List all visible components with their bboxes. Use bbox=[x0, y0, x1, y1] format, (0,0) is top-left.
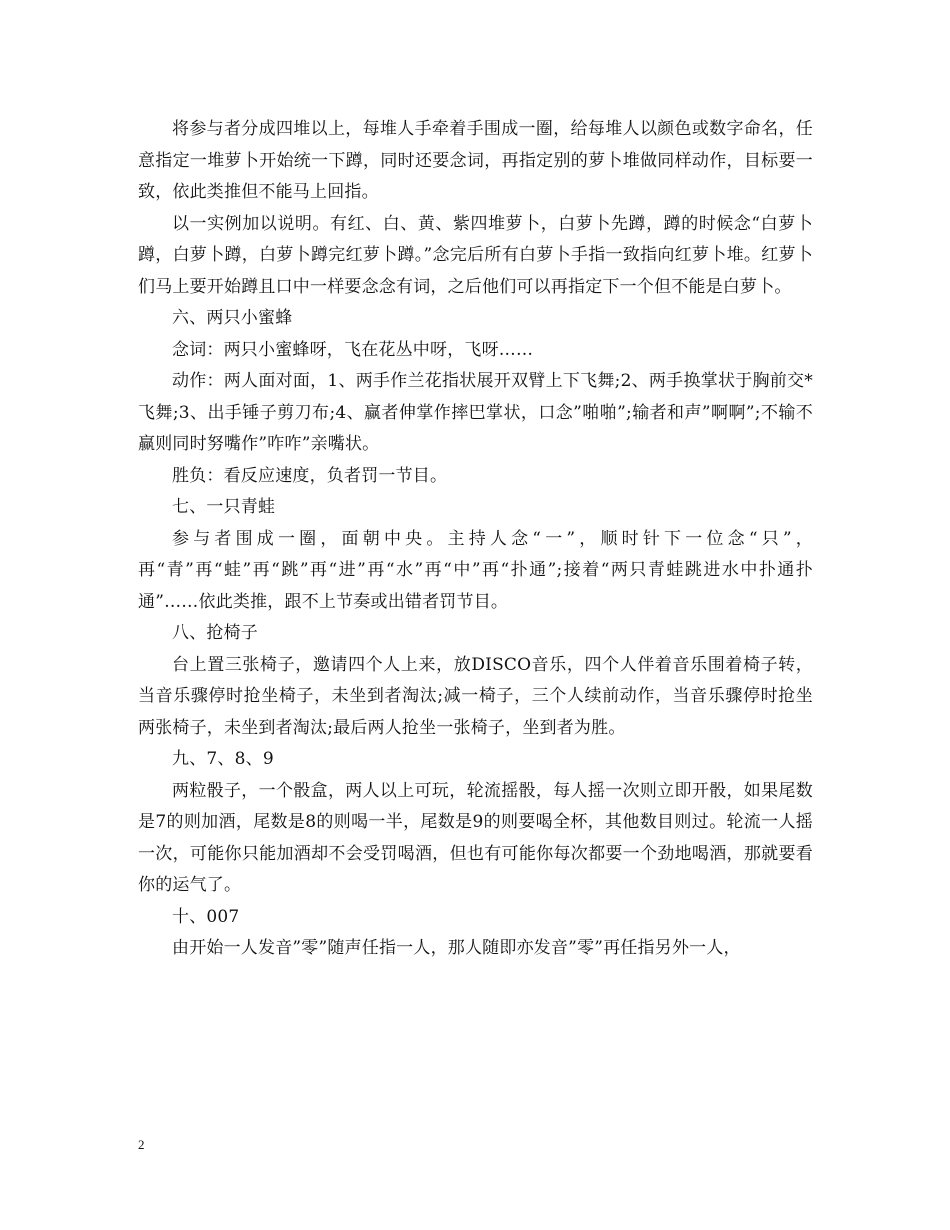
heading-007: 十、007 bbox=[172, 906, 240, 927]
heading-one-frog: 七、一只青蛙 bbox=[172, 497, 276, 517]
paragraph-chairs-rules: 台上置三张椅子，邀请四个人上来，放DISCO音乐，四个人伴着音乐围着椅子转，当音乐骤停时抢坐椅子，未坐到者淘汰;减一椅子，三个人续前动作，当音乐骤停时抢坐两张椅子，未坐到者淘汰;最后两人抢坐一张椅子，坐到者为胜。 bbox=[138, 654, 813, 738]
paragraph-dice-rules: 两粒骰子，一个骰盒，两人以上可玩，轮流摇骰，每人摇一次则立即开骰，如果尾数是7的则加酒，尾数是8的则喝一半，尾数是9的则要喝全杯，其他数目则过。轮流一人摇一次，可能你只能加酒却不会受罚喝酒，但也有可能你每次都要一个劲地喝酒，那就要看你的运气了。 bbox=[138, 780, 813, 895]
document-body bbox=[138, 114, 813, 965]
paragraph-frog-rules: 参与者围成一圈，面朝中央。主持人念“一”，顺时针下一位念“只”，再“青”再“蛙”再“跳”再“进”再“水”再“中”再“扑通”;接着“两只青蛙跳进水中扑通扑通”……依此类推，跟不上节奏或出错者罚节目。 bbox=[138, 528, 813, 612]
heading-two-bees: 六、两只小蜜蜂 bbox=[172, 308, 293, 328]
paragraph-radish-example: 以一实例加以说明。有红、白、黄、紫四堆萝卜，白萝卜先蹲，蹲的时候念“白萝卜蹲，白萝卜蹲，白萝卜蹲完红萝卜蹲。”念完后所有白萝卜手指一致指向红萝卜堆。红萝卜们马上要开始蹲且口中一样要念念有词，之后他们可以再指定下一个但不能是白萝卜。 bbox=[138, 213, 813, 297]
paragraph-bees-result: 胜负：看反应速度，负者罚一节目。 bbox=[172, 465, 448, 486]
paragraph-radish-rules: 将参与者分成四堆以上，每堆人手牵着手围成一圈，给每堆人以颜色或数字命名，任意指定一堆萝卜开始统一下蹲，同时还要念词，再指定别的萝卜堆做同样动作，目标要一致，依此类推但不能马上回指。 bbox=[138, 119, 813, 202]
heading-789: 九、7、8、9 bbox=[172, 749, 274, 769]
page-number: 2 bbox=[138, 1137, 145, 1152]
paragraph-bees-actions: 动作：两人面对面，1、两手作兰花指状展开双臂上下飞舞;2、两手换掌状于胸前交*飞舞;3、出手锤子剪刀布;4、赢者伸掌作摔巴掌状，口念”啪啪”;输者和声”啊啊”;不输不赢则同时努嘴作”咋咋”亲嘴状。 bbox=[138, 371, 813, 454]
heading-musical-chairs: 八、抢椅子 bbox=[172, 623, 258, 643]
paragraph-007-rules: 由开始一人发音”零”随声任指一人，那人随即亦发音”零”再任指另外一人， bbox=[172, 938, 741, 958]
paragraph-bees-chant: 念词：两只小蜜蜂呀，飞在花丛中呀，飞呀…… bbox=[172, 339, 534, 360]
